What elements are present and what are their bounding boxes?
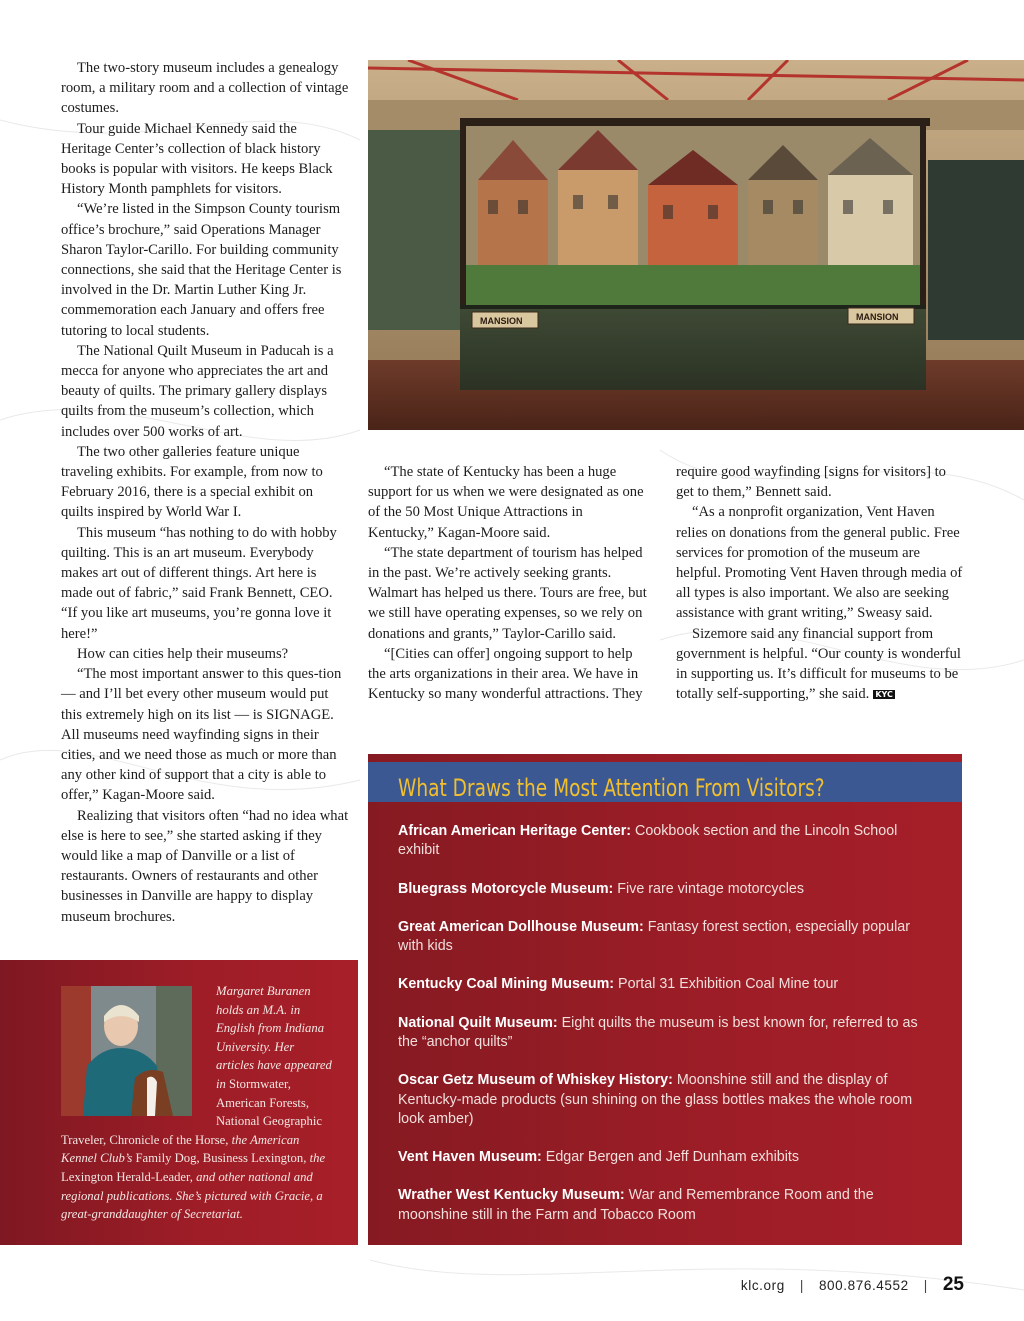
paragraph: This museum “has nothing to do with hobby quilting. This is an art museum. Everybody makes art out of different things. Art here is made out of fabric,” said Frank Bennett, CEO. “If you like art museums, you’re gonna love it here!” <box>61 524 337 642</box>
paragraph: “The state department of tourism has helped in the past. We’re actively seeking grants. Walmart has helped us there. Tours are free, but we still have operating expenses, so we rely on donations and grants,” Taylor-Carillo said. <box>368 544 647 642</box>
list-item <box>398 1148 938 1167</box>
paragraph: “We’re listed in the Simpson County tourism office’s brochure,” said Operations Manager Sharon Taylor-Carillo. For building community connections, she said that the Heritage Center is involved in the Dr. Martin Luther King Jr. commemoration each January and offers free tutoring to local students. <box>61 201 342 339</box>
museum-name: Vent Haven Museum: <box>398 1149 542 1166</box>
bio-text: and other national and regional publications. She’s pictured with Gracie, a great-granddaughter of Secretariat. <box>61 1169 323 1222</box>
sign-left: MANSION <box>480 316 523 326</box>
article-column-2 <box>368 462 650 704</box>
paragraph-final <box>676 624 964 705</box>
paragraph: require good wayfinding [signs for visitors] to get to them,” Bennett said. <box>676 464 946 501</box>
list-item <box>398 918 938 957</box>
attractions-sidebar <box>368 754 962 1245</box>
paragraph-text: Sizemore said any financial support from government is helpful. “Our county is wonderful in supporting us. It’s difficult for museums to be totally self-supporting,” she said. <box>676 625 961 703</box>
museum-name: Wrather West Kentucky Museum: <box>398 1187 625 1204</box>
footer-website-link[interactable]: klc.org <box>740 1277 785 1293</box>
sign-right: MANSION <box>856 312 899 322</box>
museum-highlight: Cookbook section and the Lincoln School exhibit <box>398 823 898 859</box>
publication-list: Lexington Herald-Leader, <box>61 1169 193 1184</box>
list-item <box>398 822 938 861</box>
museum-highlight: Portal 31 Exhibition Coal Mine tour <box>614 976 839 993</box>
author-bio-text <box>61 982 333 1224</box>
bio-text: the <box>306 1151 326 1166</box>
list-item <box>398 975 938 994</box>
paragraph: Realizing that visitors often “had no idea what else is here to see,” she started asking if they would like a map of Danville or a list of restaurants. Owners of restaurants and other businesses in Danville are happy to display museum brochures. <box>61 807 349 925</box>
museum-highlight: Eight quilts the museum is best known for, referred to as the “anchor quilts” <box>398 1014 918 1051</box>
bio-text: Margaret Buranen holds an M.A. in English from Indiana University. Her articles have appeared in <box>216 984 332 1091</box>
publication-list: Family Dog, Business Lexington, <box>135 1151 307 1166</box>
bio-text: the American Kennel Club’s <box>61 1132 300 1166</box>
list-item <box>398 1186 938 1225</box>
museum-highlight: Edgar Bergen and Jeff Dunham exhibits <box>541 1149 800 1166</box>
article-column-3 <box>676 462 964 704</box>
museum-highlight: Five rare vintage motorcycles <box>613 880 805 897</box>
footer-phone: 800.876.4552 <box>818 1277 909 1293</box>
museum-highlight: Moonshine still and the display of Kentucky-made products (sun shining on the glass bottles makes the whole room look amber) <box>398 1072 913 1128</box>
paragraph: “As a nonprofit organization, Vent Haven relies on donations from the general public. Free services for promotion of the museum are helpful. Promoting Vent Haven through media of all types is also important. We also are seeking assistance with grant writing,” Sweasy said. <box>676 504 963 622</box>
end-mark-icon: KYC <box>875 690 893 700</box>
page-number: 25 <box>942 1274 964 1295</box>
museum-name: National Quilt Museum: <box>398 1014 558 1031</box>
paragraph: The two other galleries feature unique traveling exhibits. For example, from now to February 2016, there is a special exhibit on quilts inspired by World War I. <box>61 443 323 521</box>
sidebar-title: What Draws the Most Attention From Visitors? <box>398 774 825 802</box>
paragraph: The National Quilt Museum in Paducah is a mecca for anyone who appreciates the art and beauty of quilts. The primary gallery displays quilts from the museum’s collection, which includes over 500 works of art. <box>61 342 334 440</box>
museum-name: African American Heritage Center: <box>398 823 632 839</box>
paragraph: “[Cities can offer] ongoing support to help the arts organizations in their area. We have in Kentucky so many wonderful attractions. They <box>368 645 643 703</box>
attractions-list <box>398 822 938 1244</box>
museum-highlight: War and Remembrance Room and the moonshine still in the Farm and Tobacco Room <box>398 1187 874 1223</box>
list-item <box>398 1014 938 1053</box>
publication-list: Stormwater, American Forests, National Geographic Traveler, Chronicle of the Horse, <box>61 1076 323 1147</box>
museum-name: Oscar Getz Museum of Whiskey History: <box>398 1072 673 1089</box>
paragraph: The two-story museum includes a genealogy room, a military room and a collection of vintage costumes. <box>61 60 349 117</box>
footer-separator: | <box>923 1277 928 1293</box>
footer-separator: | <box>799 1277 804 1293</box>
list-item <box>398 1071 938 1129</box>
museum-highlight: Fantasy forest section, especially popular with kids <box>398 918 910 955</box>
museum-name: Bluegrass Motorcycle Museum: <box>398 880 614 897</box>
museum-name: Great American Dollhouse Museum: <box>398 918 644 935</box>
museum-name: Kentucky Coal Mining Museum: <box>398 976 615 993</box>
paragraph: How can cities help their museums? <box>77 645 289 662</box>
dollhouse-photo <box>368 60 1024 430</box>
page-footer <box>741 1274 964 1296</box>
list-item <box>398 880 938 899</box>
paragraph: “The state of Kentucky has been a huge support for us when we were designated as one of the 50 Most Unique Attractions in Kentucky,” Kagan-Moore said. <box>368 464 644 541</box>
author-bio-box <box>0 960 358 1245</box>
paragraph: Tour guide Michael Kennedy said the Heritage Center’s collection of black history books is popular with visitors. He keeps Black History Month pamphlets for visitors. <box>61 120 333 198</box>
paragraph: “The most important answer to this ques-tion — and I’ll bet every other museum would put this extremely high on its list — is SIGNAGE. All museums need wayfinding signs in their cities, and we need those as much or more than any other kind of support that a city is able to offer,” Kagan-Moore said. <box>61 666 342 804</box>
article-column-1 <box>61 58 349 927</box>
